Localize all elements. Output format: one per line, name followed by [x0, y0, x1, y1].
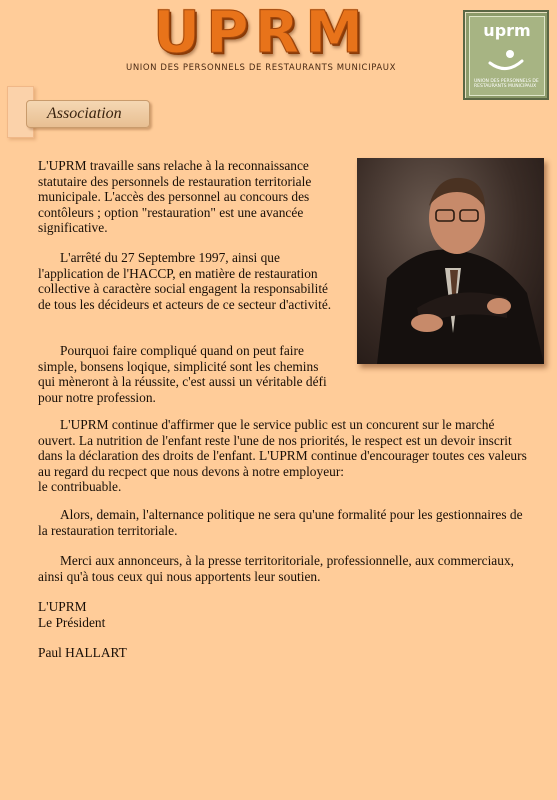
paragraph-text: L'UPRM continue d'affirmer que le service public est un concurent sur le marché ouvert. La nutrition de l'enfant reste l'une de nos priorités, le respect est un devoir inscrit dans la déclaration des droits de l'enfant. L'UPRM continue d'encourager toutes ces valeurs au regard du recpect que nous devons à notre employeur:	[38, 417, 527, 479]
president-photo	[357, 158, 544, 364]
paragraph-text: Pourquoi faire compliqué quand on peut faire simple, bonsens loqique, simplicité sont les chemins qui mèneront à la réussite, c'est aussi un véritable défi pour notre profession.	[38, 343, 327, 405]
paragraph-5	[38, 507, 532, 538]
uprm-logo[interactable]	[463, 10, 549, 100]
paragraph-text: L'arrêté du 27 Septembre 1997, ainsi que l'application de l'HACCP, en matière de restauration collective à caractère social engagent la responsabilité de tous les décideurs et acteurs de ce secteur d'activité.	[38, 250, 332, 312]
signature-name: Paul HALLART	[38, 645, 127, 660]
paragraph-3	[38, 343, 334, 405]
paragraph-text: Alors, demain, l'alternance politique ne sera qu'une formalité pour les gestionnaires de la restauration territoriale.	[38, 507, 523, 538]
section-tab-association[interactable]: Association	[26, 100, 150, 128]
plate-icon	[486, 45, 526, 75]
logo-panel	[469, 16, 545, 96]
paragraph-2	[38, 250, 334, 312]
portrait-image	[357, 158, 544, 364]
paragraph-1	[38, 158, 334, 236]
header-banner	[78, 0, 448, 76]
site-title: UPRM	[153, 0, 369, 66]
paragraph-6	[38, 553, 532, 584]
paragraph-text-continued: le contribuable.	[38, 479, 122, 494]
paragraph-4	[38, 417, 532, 495]
signature-block	[38, 599, 532, 661]
signature-org: L'UPRM	[38, 599, 87, 614]
paragraph-text: L'UPRM travaille sans relache à la reconnaissance statutaire des personnels de restauration territoriale municipale. L'accès des personnel au concours des contôleurs ; option "restauration" est une avancée significative.	[38, 158, 312, 235]
logo-caption: UNION DES PERSONNELS DE RESTAURANTS MUNICIPAUX	[474, 79, 539, 89]
logo-word: uprm	[483, 21, 531, 40]
site-subtitle: UNION DES PERSONNELS DE RESTAURANTS MUNICIPAUX	[126, 63, 397, 73]
paragraph-text: Merci aux annonceurs, à la presse territoritoriale, professionnelle, aux commerciaux, ainsi qu'à tous ceux qui nous apportents leur soutien.	[38, 553, 514, 584]
signature-role: Le Président	[38, 614, 106, 630]
